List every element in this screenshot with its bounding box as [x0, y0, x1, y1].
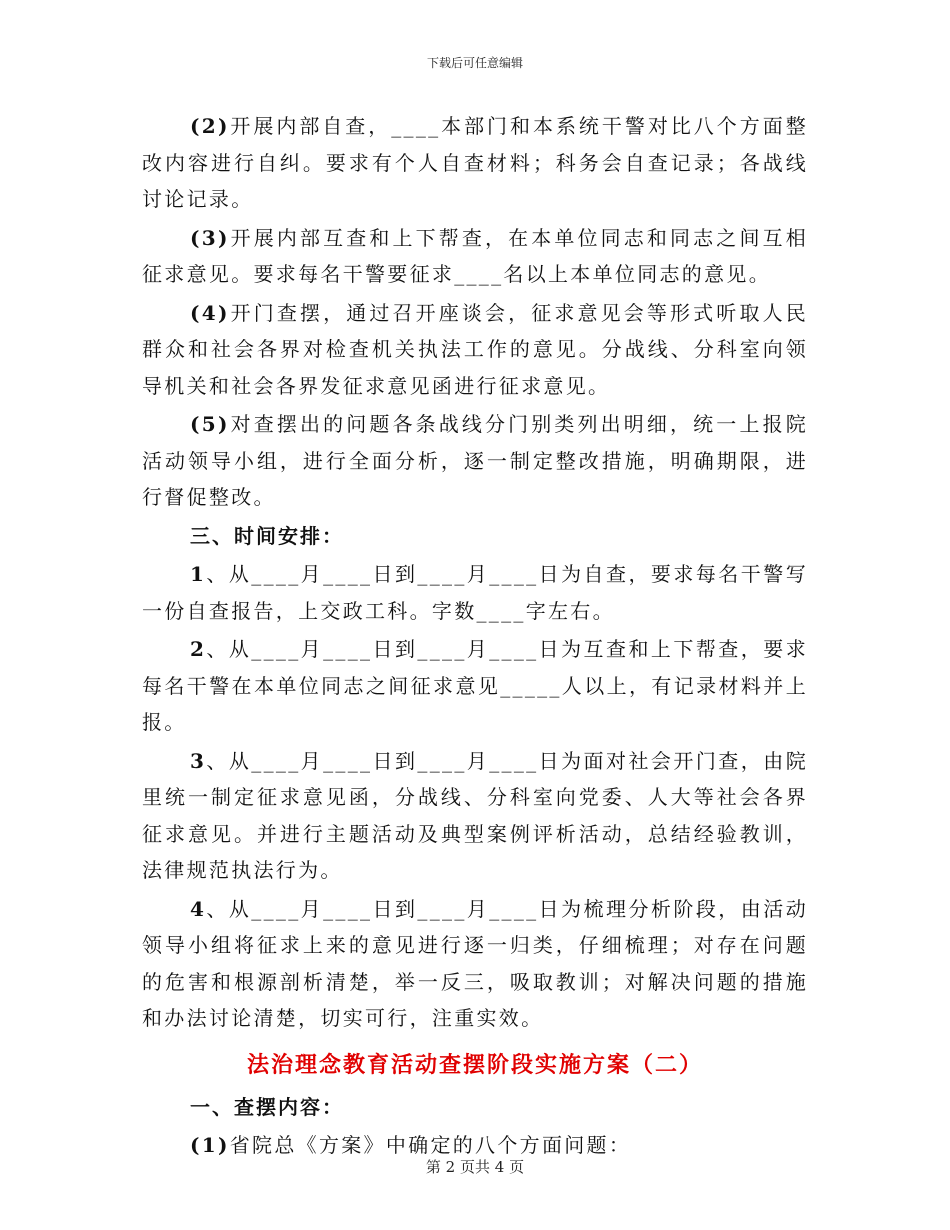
- paragraph-number: (4): [190, 300, 230, 325]
- page-header: 下载后可任意编辑: [426, 56, 523, 70]
- item-number: 1: [190, 562, 207, 586]
- section-heading-content: 一、查摆内容：: [190, 1094, 344, 1119]
- paragraph-4: [142, 295, 808, 405]
- paragraph-2: [142, 108, 808, 218]
- item-text: 、从____月____日到____月____日为自查，要求每名干警写一份自查报告，上交政工科。字数____字左右。: [142, 562, 808, 623]
- section-heading-schedule: 三、时间安排：: [190, 523, 344, 548]
- item-text: 省院总《方案》中确定的八个方面问题：: [229, 1133, 632, 1157]
- document-title: 法治理念教育活动查摆阶段实施方案（二）: [246, 1051, 703, 1078]
- paragraph-3: [142, 220, 808, 293]
- item-number: 2: [190, 637, 207, 661]
- schedule-item-1: [142, 556, 808, 629]
- paragraph-number: (3): [190, 225, 230, 250]
- schedule-item-4: [142, 891, 808, 1037]
- paragraph-text: 对查摆出的问题各条战线分门别类列出明细，统一上报院活动领导小组，进行全面分析，逐一制定整改措施，明确期限，进行督促整改。: [142, 412, 808, 509]
- paragraph-number: (5): [190, 412, 230, 436]
- schedule-item-3: [142, 743, 808, 889]
- page-footer: 第 2 页共 4 页: [425, 1158, 525, 1176]
- paragraph-text: 开展内部自查，____本部门和本系统干警对比八个方面整改内容进行自纠。要求有个人自查材料；科务会自查记录；各战线讨论记录。: [142, 114, 808, 211]
- paragraph-text: 开门查摆，通过召开座谈会，征求意见会等形式听取人民群众和社会各界对检查机关执法工作的意见。分战线、分科室向领导机关和社会各界发征求意见函进行征求意见。: [142, 300, 808, 398]
- item-number: 4: [190, 896, 207, 921]
- item-text: 、从____月____日到____月____日为面对社会开门查，由院里统一制定征求意见函，分战线、分科室向党委、人大等社会各界征求意见。并进行主题活动及典型案例评析活动，总结经验教训，法律规范执法行为。: [142, 748, 808, 882]
- document-body: [142, 108, 808, 1166]
- item-text: 、从____月____日到____月____日为互查和上下帮查，要求每名干警在本单位同志之间征求意见_____人以上，有记录材料并上报。: [142, 637, 808, 734]
- paragraph-5: [142, 406, 808, 516]
- paragraph-number: (2): [190, 114, 230, 138]
- item-text: 、从____月____日到____月____日为梳理分析阶段，由活动领导小组将征求上来的意见进行逐一归类，仔细梳理；对存在问题的危害和根源剖析清楚，举一反三，吸取教训；对解决问题的措施和办法讨论清楚，切实可行，注重实效。: [142, 896, 808, 1030]
- schedule-item-2: [142, 631, 808, 741]
- item-number: 3: [190, 748, 207, 773]
- paragraph-text: 开展内部互查和上下帮查，在本单位同志和同志之间互相征求意见。要求每名干警要征求____名以上本单位同志的意见。: [142, 225, 808, 286]
- item-number: (1): [190, 1133, 230, 1157]
